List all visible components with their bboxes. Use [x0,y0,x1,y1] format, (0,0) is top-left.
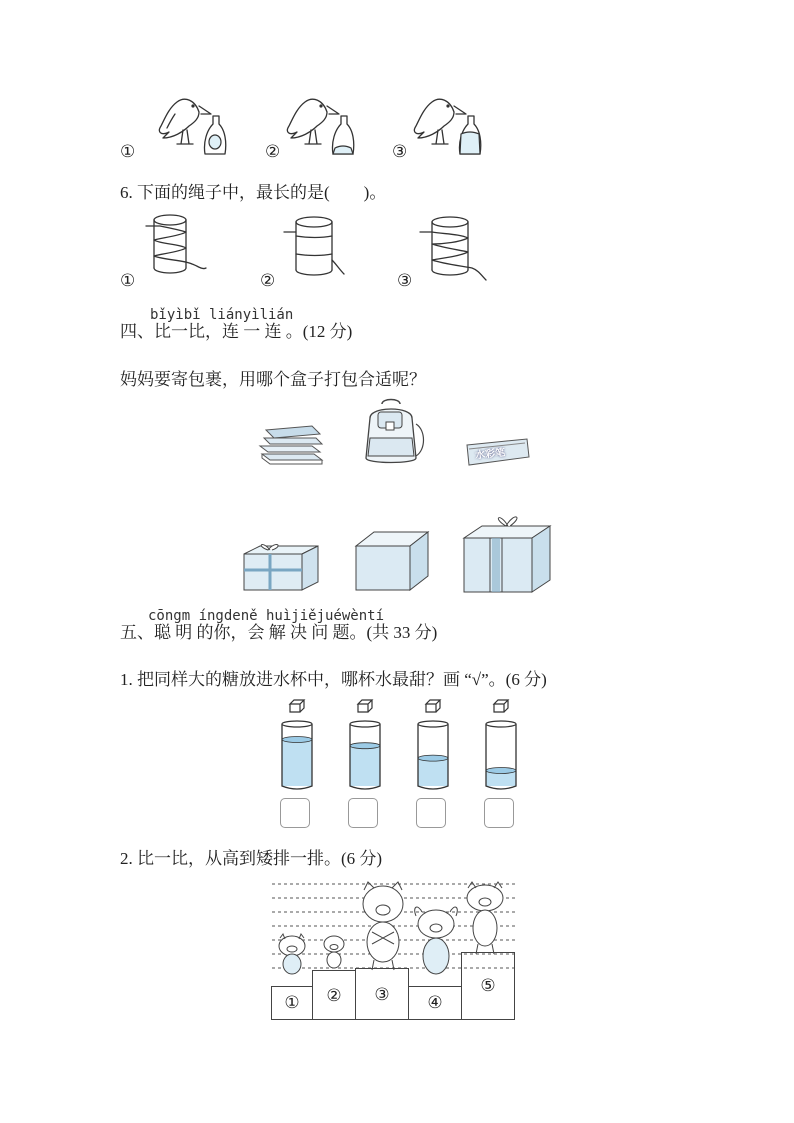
section-4-prompt: 妈妈要寄包裹，用哪个盒子打包合适呢？ [120,370,426,389]
water-cups-illustration [270,696,530,788]
rope-cylinder-illustration-1 [140,212,220,282]
question-5-2-title: 2. 比一比，从高到矮排一排。(6 分) [120,849,383,868]
section-4-pinyin: bǐyìbǐ liányìlián [150,307,294,323]
water-fill [418,758,448,786]
pig-5-image [462,882,508,954]
crow-option-1-label[interactable]: ① [120,142,136,161]
sugar-cube-icon [290,700,304,712]
water-cup-3 [418,700,448,789]
sugar-cube-icon [494,700,508,712]
pig-2-image [320,934,348,970]
section-5-title: 五、聪 明 的你，会 解 决 问 题。(共 33 分) [120,623,438,642]
crow-bottle-illustration-1 [155,92,235,162]
sugar-cube-icon [426,700,440,712]
section-5-pinyin: cōngm íngdeně huìjiějuéwèntí [148,608,385,624]
question-5-1-title: 1. 把同样大的糖放进水杯中，哪杯水最甜？画 “√”。(6 分) [120,670,547,689]
podium-label-3: ③ [374,985,390,1004]
water-cup-2 [350,700,380,789]
water-surface [418,755,448,761]
podium-label-5: ⑤ [480,976,496,995]
cup-rim [282,721,312,727]
pen-box-label: 水彩笔 [474,447,506,462]
pig-1-image [274,934,310,976]
cup-rim [350,721,380,727]
podium-block-5 [461,952,515,1020]
podium-label-1: ① [284,993,300,1012]
backpack-image[interactable] [356,398,428,470]
sugar-cube-icon [358,700,372,712]
podium-block-3 [355,968,409,1020]
pig-3-image [358,882,408,970]
answer-box-cup-3[interactable] [416,798,446,828]
watercolor-pen-box-image[interactable] [463,437,531,463]
cup-rim [418,721,448,727]
rope-option-1-label[interactable]: ① [120,271,136,290]
section-4-title: 四、比一比，连 一 连 。(12 分) [120,322,353,341]
crow-option-3-label[interactable]: ③ [392,142,408,161]
water-cup-4 [486,700,516,789]
water-cup-1 [282,700,312,789]
answer-box-cup-2[interactable] [348,798,378,828]
rope-cylinder-illustration-2 [280,212,360,282]
podium-block-4 [408,986,462,1020]
answer-box-cup-1[interactable] [280,798,310,828]
podium-block-1 [271,986,313,1020]
podium-block-2 [312,970,356,1020]
cup-rim [486,721,516,727]
water-fill [282,740,312,787]
plain-box-image[interactable] [352,528,432,596]
crow-bottle-illustration-3 [410,92,490,162]
rope-option-3-label[interactable]: ③ [397,271,413,290]
pig-4-image [412,906,460,980]
crow-option-2-label[interactable]: ② [265,142,281,161]
stack-of-books-image[interactable] [256,420,326,465]
water-surface [350,743,380,749]
question-6-title: 6. 下面的绳子中，最长的是( )。 [120,183,387,202]
large-gift-box-image[interactable] [462,512,554,596]
rope-option-2-label[interactable]: ② [260,271,276,290]
crow-bottle-illustration-2 [283,92,363,162]
podium-label-4: ④ [427,993,443,1012]
water-surface [486,768,516,774]
answer-box-cup-4[interactable] [484,798,514,828]
rope-cylinder-illustration-3 [416,212,496,282]
podium-label-2: ② [326,986,342,1005]
water-surface [282,737,312,743]
water-fill [350,746,380,786]
small-gift-box-image[interactable] [240,540,322,594]
